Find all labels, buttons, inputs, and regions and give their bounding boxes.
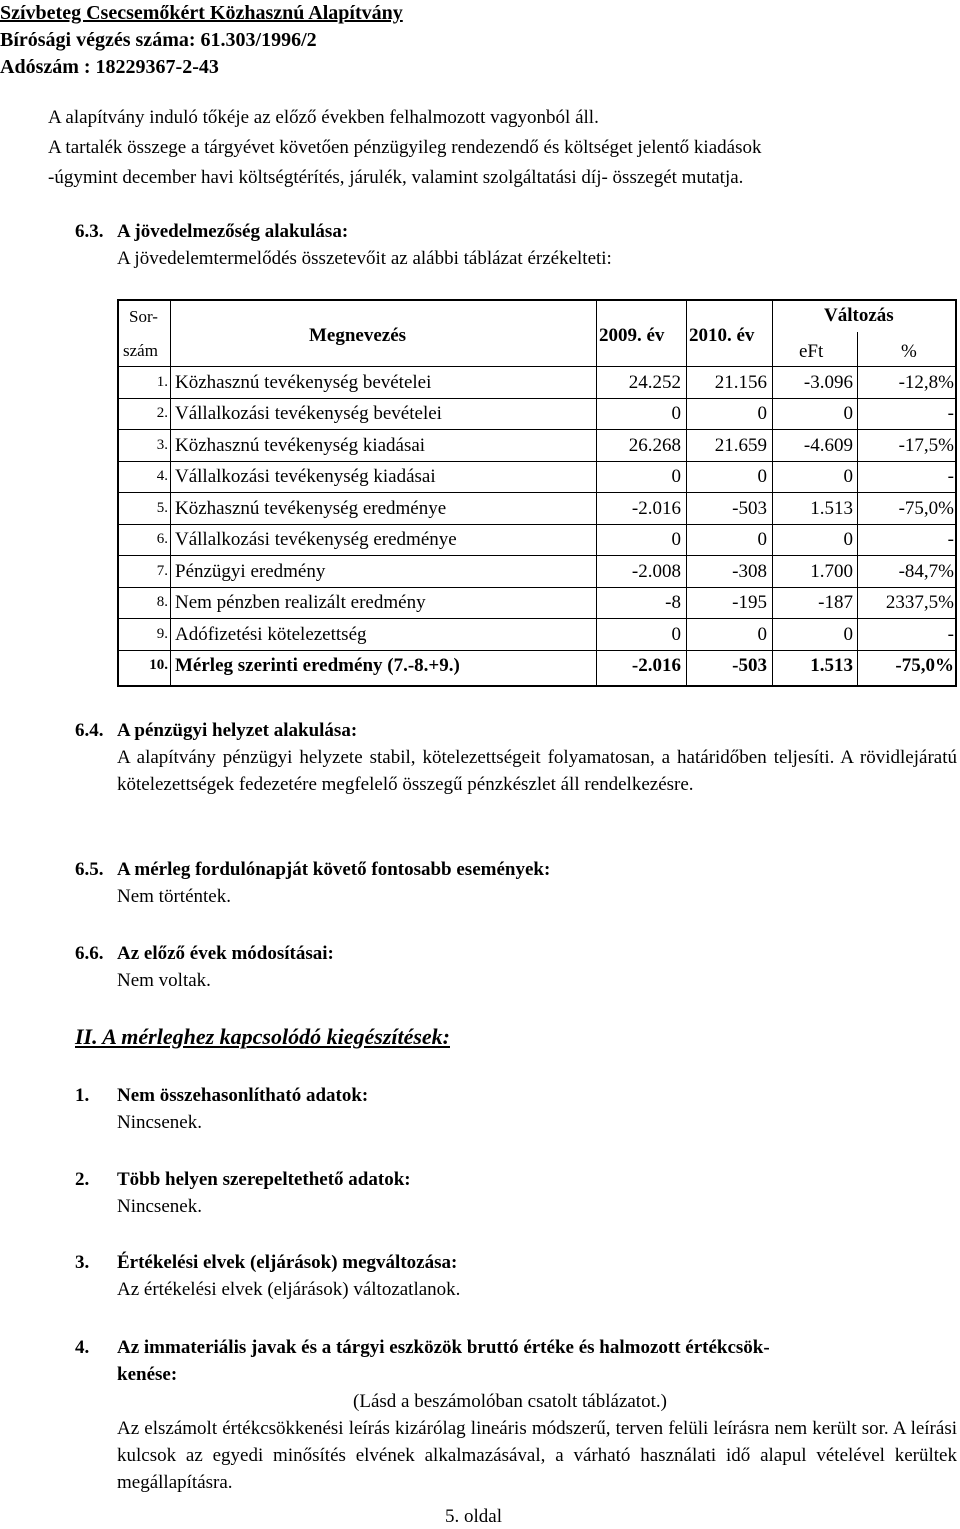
point-1-heading — [75, 1082, 368, 1109]
table-cell-n: 9. — [156, 626, 168, 642]
point-3-text: Az értékelési elvek (eljárások) változatlanok. — [117, 1279, 461, 1300]
point-4-heading — [75, 1334, 957, 1361]
table-cell-y09: -2.016 — [631, 498, 681, 519]
section-6-5-heading — [75, 856, 550, 883]
point-title: Több helyen szerepeltethető adatok: — [117, 1169, 411, 1190]
section-number: 6.4. — [75, 720, 104, 741]
table-cell-name: Nem pénzben realizált eredmény — [175, 592, 426, 613]
table-cell-name: Vállalkozási tevékenység bevételei — [175, 403, 442, 424]
table-cell-eft: 1.700 — [810, 561, 853, 582]
table-cell-n: 5. — [156, 500, 168, 516]
table-cell-pct: - — [947, 624, 954, 645]
table-cell-pct: -17,5% — [898, 435, 954, 456]
point-number: 2. — [75, 1169, 90, 1190]
table-cell-y10: -308 — [732, 561, 767, 582]
section-number: 6.5. — [75, 859, 104, 880]
table-cell-pct: - — [947, 403, 954, 424]
table-cell-y09: 26.268 — [628, 435, 681, 456]
point-4-text: Az elszámolt értékcsökkenési leírás kizárólag lineáris módszerű, terven felüli leírásra nem került sor. A leírási kulcsok az egyedi minősítés elvének alkalmazásával, a várható használati idő alapul vételével kerültek megállapításra. — [117, 1418, 957, 1493]
document-header — [0, 0, 403, 81]
tax-number: Adószám : 18229367-2-43 — [0, 56, 219, 78]
section-6-6-heading — [75, 940, 334, 967]
section-6-3-text: A jövedelemtermelődés összetevőit az alábbi táblázat érzékelteti: — [117, 248, 612, 269]
point-1-text: Nincsenek. — [117, 1112, 202, 1133]
section-6-4-text: A alapítvány pénzügyi helyzete stabil, kötelezettségeit folyamatosan, a határidőben teljesíti. A rövidlejáratú kötelezettségek fedezetére megfelelő összegű pénzkészlet áll rendelkezésre. — [117, 747, 957, 795]
point-title: Értékelési elvek (eljárások) megváltozása: — [117, 1252, 458, 1273]
header-name: Megnevezés — [309, 325, 407, 346]
point-number: 4. — [75, 1337, 90, 1358]
section-number: 6.6. — [75, 943, 104, 964]
point-4-reference: (Lásd a beszámolóban csatolt táblázatot.) — [353, 1391, 667, 1412]
table-cell-n: 8. — [156, 594, 168, 610]
table-cell-pct: -75,0% — [895, 655, 954, 676]
table-cell-y09: 0 — [671, 466, 681, 487]
point-title: Nem összehasonlítható adatok: — [117, 1085, 369, 1106]
table-cell-name: Vállalkozási tevékenység eredménye — [175, 529, 457, 550]
table-cell-y09: -2.008 — [631, 561, 681, 582]
table-cell-eft: 0 — [843, 403, 853, 424]
section-6-3-heading — [75, 218, 348, 245]
table-cell-n: 4. — [156, 468, 168, 484]
table-cell-eft: 0 — [843, 466, 853, 487]
table-cell-y10: -195 — [732, 592, 767, 613]
header-2010: 2010. év — [689, 325, 755, 346]
point-2-heading — [75, 1166, 411, 1193]
header-percent: % — [901, 341, 917, 362]
table-cell-y10: 0 — [757, 624, 767, 645]
table-cell-eft: -4.609 — [803, 435, 853, 456]
section-title: Az előző évek módosításai: — [117, 943, 334, 964]
table-cell-n: 6. — [156, 531, 168, 547]
table-cell-pct: -84,7% — [898, 561, 954, 582]
court-decision-number: Bírósági végzés száma: 61.303/1996/2 — [0, 29, 317, 51]
intro-line-2: A tartalék összege a tárgyévet követően pénzügyileg rendezendő és költséget jelentő kiadások — [48, 137, 762, 158]
table-cell-eft: 1.513 — [810, 498, 853, 519]
intro-line-1: A alapítvány induló tőkéje az előző években felhalmozott vagyonból áll. — [48, 107, 599, 128]
section-title: A jövedelmezőség alakulása: — [117, 221, 349, 242]
table-cell-y10: -503 — [732, 498, 767, 519]
table-cell-y10: -503 — [732, 655, 767, 676]
section-title: A pénzügyi helyzet alakulása: — [117, 720, 358, 741]
table-cell-n: 3. — [156, 437, 168, 453]
table-cell-pct: -12,8% — [898, 372, 954, 393]
intro-paragraph — [48, 103, 958, 193]
table-cell-name: Közhasznú tevékenység bevételei — [175, 372, 432, 393]
section-number: 6.3. — [75, 221, 104, 242]
table-cell-n: 7. — [156, 563, 168, 579]
section-title: A mérleg fordulónapját követő fontosabb események: — [117, 859, 551, 880]
table-cell-y10: 0 — [757, 466, 767, 487]
page-number: 5. oldal — [445, 1506, 502, 1527]
table-cell-eft: -3.096 — [803, 372, 853, 393]
table-cell-pct: 2337,5% — [885, 592, 954, 613]
header-sor: Sor- — [129, 307, 158, 326]
table-cell-eft: 0 — [843, 624, 853, 645]
organization-name: Szívbeteg Csecsemőkért Közhasznú Alapítvány — [0, 2, 403, 24]
header-2009: 2009. év — [599, 325, 665, 346]
table-cell-y10: 0 — [757, 529, 767, 550]
point-4-title-line-2: kenése: — [117, 1364, 178, 1385]
header-eft: eFt — [799, 341, 824, 362]
profitability-table — [117, 299, 957, 687]
table-cell-n: 2. — [156, 405, 168, 421]
table-cell-name: Közhasznú tevékenység eredménye — [175, 498, 447, 519]
table-cell-pct: -75,0% — [898, 498, 954, 519]
table-cell-y10: 21.156 — [714, 372, 767, 393]
table-cell-eft: -187 — [818, 592, 853, 613]
intro-line-3: -úgymint december havi költségtérítés, járulék, valamint szolgáltatási díj- összegét mutatja. — [48, 167, 744, 188]
table-cell-name: Közhasznú tevékenység kiadásai — [175, 435, 426, 456]
section-6-5-text: Nem történtek. — [117, 886, 231, 907]
table-cell-name: Mérleg szerinti eredmény (7.-8.+9.) — [175, 655, 460, 676]
point-number: 3. — [75, 1252, 90, 1273]
table-cell-y10: 21.659 — [714, 435, 767, 456]
table-cell-y09: 0 — [671, 624, 681, 645]
table-cell-y09: 24.252 — [628, 372, 681, 393]
section-6-6-text: Nem voltak. — [117, 970, 211, 991]
table-cell-name: Vállalkozási tevékenység kiadásai — [175, 466, 436, 487]
table-cell-y09: 0 — [671, 403, 681, 424]
header-change: Változás — [824, 305, 894, 326]
table-cell-eft: 1.513 — [810, 655, 853, 676]
table-cell-y10: 0 — [757, 403, 767, 424]
table-cell-y09: -2.016 — [631, 655, 681, 676]
table-cell-name: Adófizetési kötelezettség — [175, 624, 367, 645]
table-cell-y09: -8 — [665, 592, 681, 613]
table-cell-name: Pénzügyi eredmény — [175, 561, 326, 582]
point-3-heading — [75, 1249, 457, 1276]
part-2-title: II. A mérleghez kapcsolódó kiegészítések: — [75, 1024, 450, 1049]
point-2-text: Nincsenek. — [117, 1196, 202, 1217]
header-szam: szám — [123, 341, 158, 360]
point-number: 1. — [75, 1085, 90, 1106]
section-6-4-heading — [75, 717, 357, 744]
table-cell-n: 1. — [156, 374, 168, 390]
table-cell-n: 10. — [149, 657, 168, 673]
table-cell-eft: 0 — [843, 529, 853, 550]
table-cell-y09: 0 — [671, 529, 681, 550]
table-cell-pct: - — [947, 529, 954, 550]
point-title-line-1: Az immateriális javak és a tárgyi eszközök bruttó értéke és halmozott értékcsök- — [117, 1337, 770, 1358]
table-cell-pct: - — [947, 466, 954, 487]
